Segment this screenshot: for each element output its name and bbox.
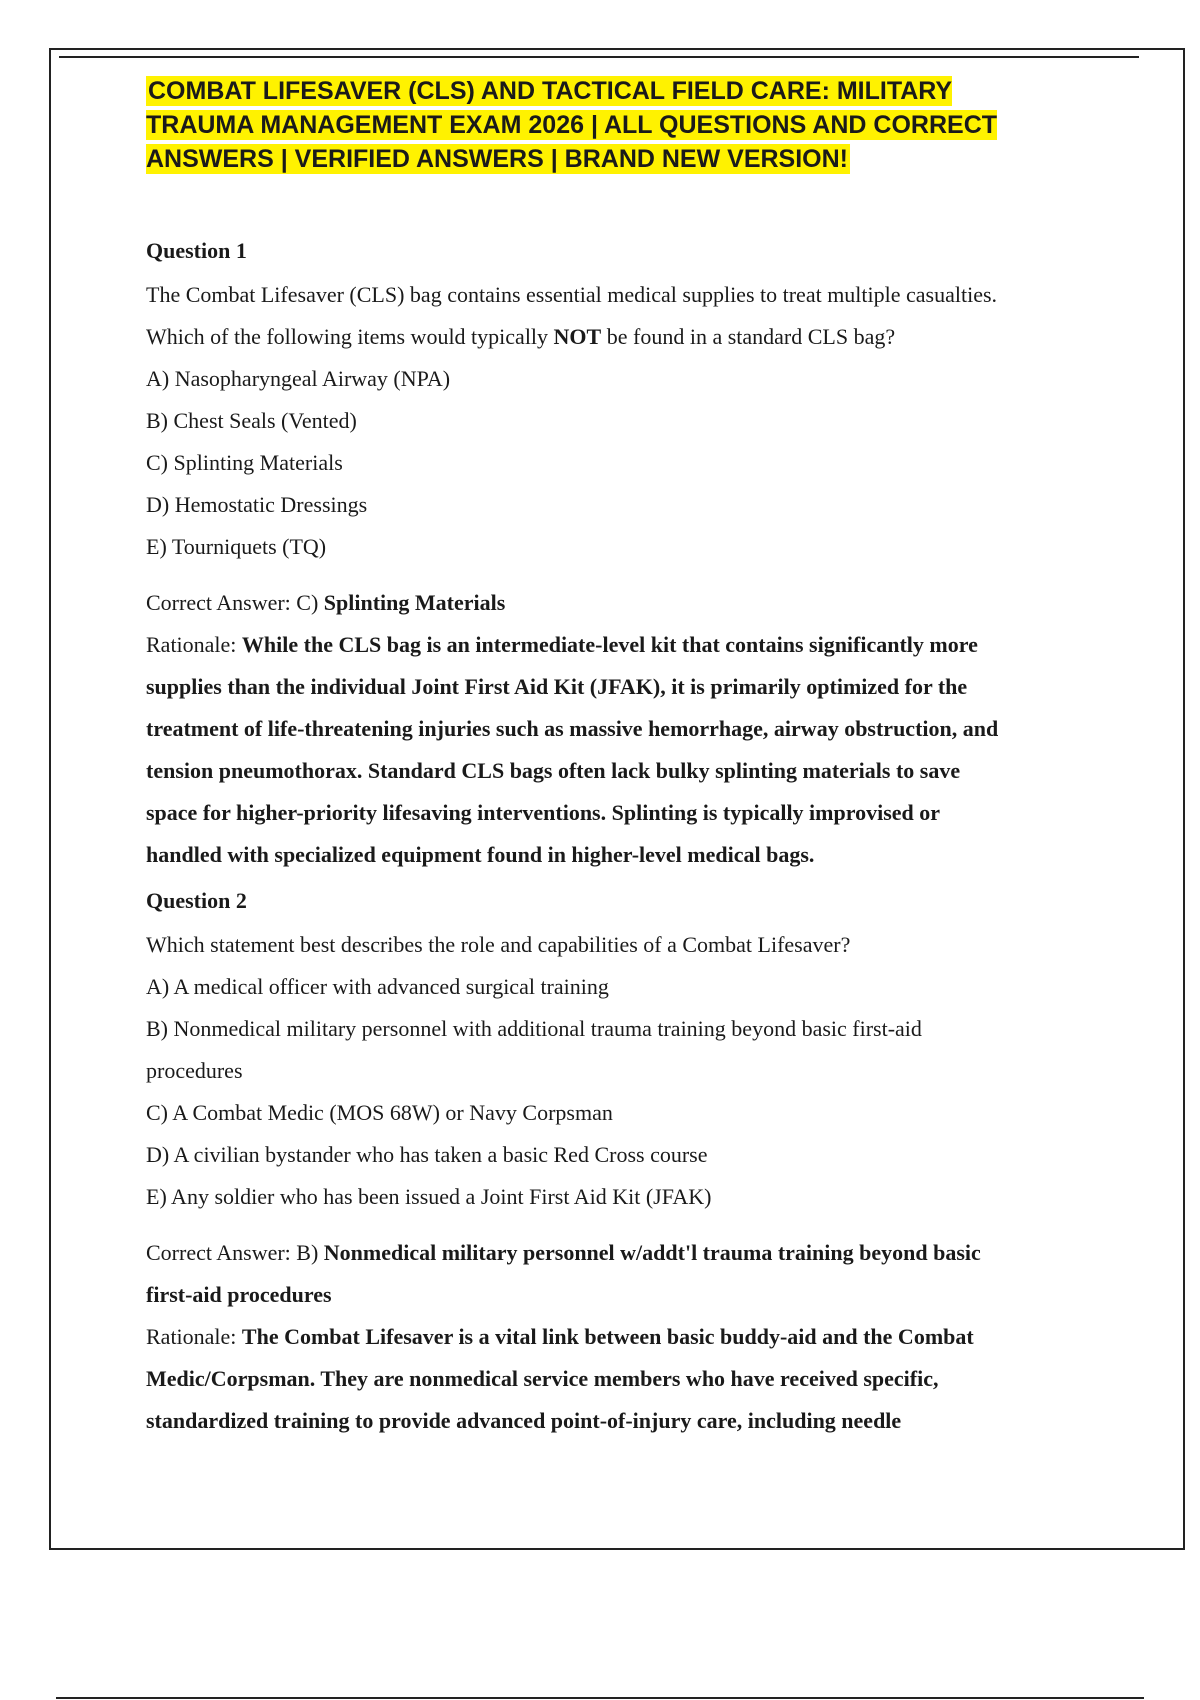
question-heading: Question 2 bbox=[146, 888, 247, 913]
stem-text-end: be found in a standard CLS bag? bbox=[601, 324, 896, 349]
rationale-line: treatment of life-threatening injuries such as massive hemorrhage, airway obstruction, and bbox=[146, 716, 999, 741]
rationale-line bbox=[146, 624, 1106, 666]
rationale-line: handled with specialized equipment found in higher-level medical bags. bbox=[146, 842, 815, 867]
bottom-rule bbox=[56, 1697, 1144, 1699]
question-1 bbox=[146, 236, 1106, 876]
document-title bbox=[146, 74, 1026, 176]
question-stem: Which statement best describes the role and capabilities of a Combat Lifesaver? bbox=[146, 932, 851, 957]
title-highlight: COMBAT LIFESAVER (CLS) AND TACTICAL FIELD CARE: MILITARY TRAUMA MANAGEMENT EXAM 2026 | ALL QUESTIONS AND CORRECT ANSWERS | VERIFIED ANSWERS | BRAND NEW VERSION! bbox=[146, 77, 998, 173]
option-c: C) A Combat Medic (MOS 68W) or Navy Corpsman bbox=[146, 1100, 613, 1125]
option-e: E) Tourniquets (TQ) bbox=[146, 534, 327, 559]
option-c: C) Splinting Materials bbox=[146, 450, 343, 475]
answer-text-continued: first-aid procedures bbox=[146, 1282, 332, 1307]
question-stem-continued bbox=[146, 316, 1106, 358]
rationale-line: supplies than the individual Joint First Aid Kit (JFAK), it is primarily optimized for the bbox=[146, 674, 968, 699]
option-d: D) Hemostatic Dressings bbox=[146, 492, 368, 517]
question-2 bbox=[146, 886, 1106, 1442]
option-a: A) A medical officer with advanced surgical training bbox=[146, 974, 609, 999]
option-e: E) Any soldier who has been issued a Joint First Aid Kit (JFAK) bbox=[146, 1184, 712, 1209]
option-d: D) A civilian bystander who has taken a basic Red Cross course bbox=[146, 1142, 708, 1167]
option-b-continued: procedures bbox=[146, 1058, 243, 1083]
stem-emphasis: NOT bbox=[553, 324, 602, 349]
document-content bbox=[146, 74, 1106, 1442]
rationale-label: Rationale: bbox=[146, 632, 242, 657]
answer-label: Correct Answer: C) bbox=[146, 590, 324, 615]
answer-block bbox=[146, 582, 1106, 876]
correct-answer bbox=[146, 582, 1106, 624]
rationale-text: The Combat Lifesaver is a vital link between basic buddy-aid and the Combat bbox=[241, 1324, 974, 1349]
option-b: B) Chest Seals (Vented) bbox=[146, 408, 357, 433]
rationale-line: space for higher-priority lifesaving interventions. Splinting is typically improvised or bbox=[146, 800, 941, 825]
top-rule bbox=[59, 56, 1139, 58]
answer-block bbox=[146, 1232, 1106, 1442]
answer-text: Splinting Materials bbox=[323, 590, 506, 615]
correct-answer bbox=[146, 1232, 1106, 1274]
rationale-text: While the CLS bag is an intermediate-level kit that contains significantly more bbox=[241, 632, 978, 657]
rationale-label: Rationale: bbox=[146, 1324, 242, 1349]
option-a: A) Nasopharyngeal Airway (NPA) bbox=[146, 366, 451, 391]
rationale-line: tension pneumothorax. Standard CLS bags often lack bulky splinting materials to save bbox=[146, 758, 961, 783]
answer-text: Nonmedical military personnel w/addt'l trauma training beyond basic bbox=[323, 1240, 981, 1265]
rationale-line bbox=[146, 1316, 1106, 1358]
stem-text: Which of the following items would typically bbox=[146, 324, 554, 349]
question-heading: Question 1 bbox=[146, 238, 247, 263]
rationale-line: Medic/Corpsman. They are nonmedical service members who have received specific, bbox=[146, 1366, 939, 1391]
question-stem: The Combat Lifesaver (CLS) bag contains essential medical supplies to treat multiple casualties. bbox=[146, 282, 998, 307]
answer-label: Correct Answer: B) bbox=[146, 1240, 324, 1265]
option-b: B) Nonmedical military personnel with additional trauma training beyond basic first-aid bbox=[146, 1016, 922, 1041]
rationale-line: standardized training to provide advanced point-of-injury care, including needle bbox=[146, 1408, 902, 1433]
